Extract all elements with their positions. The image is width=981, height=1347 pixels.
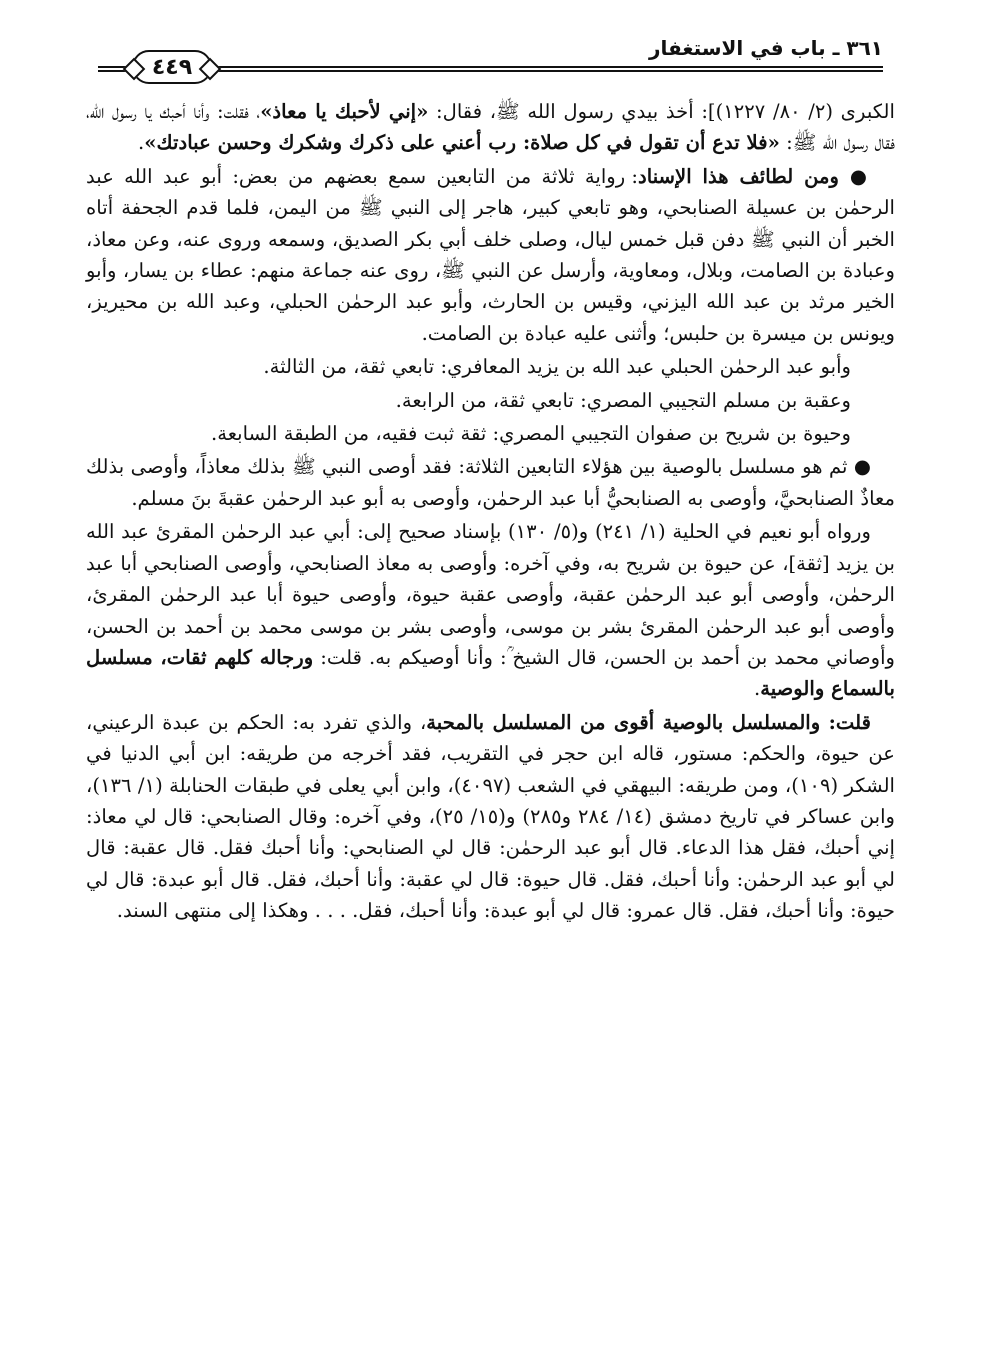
paragraph [86,161,895,349]
text-segment: . [138,131,145,155]
badge-ornament-left-icon [123,58,146,81]
paragraph [86,96,895,159]
header-rule-right [216,66,883,72]
running-title: ٣٦١ ـ باب في الاستغفار [648,36,883,60]
page-header [98,30,883,86]
bold-text-segment: ورجاله كلهم ثقات، مسلسل بالسماع والوصية [86,645,895,701]
bold-text-segment: قلت: والمسلسل بالوصية أقوى من المسلسل بالمحبة [426,710,871,734]
bold-text-segment: ● ومن لطائف هذا الإسناد [638,164,871,188]
paragraph [86,418,895,449]
paragraph [86,516,895,704]
text-segment: الكبرى (٢/ ٨٠/ ١٢٢٧)]: أخذ بيدي رسول الله ﷺ، فقال: [428,100,895,123]
bold-text-segment: «فلا تدع أن تقول في كل صلاة: رب أعني على ذكرك وشكرك وحسن عبادتك» [144,131,780,155]
text-segment: ، والذي تفرد به: الحكم بن عبدة الرعيني، عن حيوة، والحكم: مستور، قاله ابن حجر في التقريب، فقد أخرجه من طريقه: ابن أبي الدنيا في الشكر (١٠٩)، ومن طريقه: البيهقي في الشعب (٤٠٩٧)، وابن أبي يعلى في طبقات الحنابلة (١/ ١٣٦)، وابن عساكر في تاريخ دمشق (١٤/ ٢٨٤ و٢٨٥) و(١٥/ ٢٥)، وفي آخره: وقال الصنابحي: قال لي معاذ: إني أحبك، فقل هذا الدعاء. قال أبو عبد الرحمٰن: قال لي الصنابحي: وأنا أحبك فقل. قال عقبة: قال لي أبو عبد الرحمٰن: وأنا أحبك، فقل. قال حيوة: قال لي عقبة: وأنا أحبك، فقل. قال أبو عبدة: قال لي حيوة: وأنا أحبك، فقل. قال عمرو: قال لي أبو عبدة: وأنا أحبك، فقل. . . . وهكذا إلى منتهى السند. [86,710,896,923]
text-segment: : رواية ثلاثة من التابعين سمع بعضهم من بعض: أبو عبد الله عبد الرحمٰن بن عسيلة الصنابحي، وهو تابعي كبير، هاجر إلى النبي ﷺ من اليمن، فلما قدم الجحفة أتاه الخبر أن النبي ﷺ دفن قبل خمس ليال، وصلى خلف أبي بكر الصديق، وسمعه وروى عنه، وعن معاذ، وعبادة بن الصامت، وبلال، ومعاوية، وأرسل عن النبي ﷺ، روى عنه جماعة منهم: عطاء بن يسار، وأبو الخير مرثد بن عبد الله اليزني، وقيس بن الحارث، وأبو عبد الرحمٰن الحبلي، وعبد الله بن محيريز، ويونس بن ميسرة بن حلبس؛ وأثنى عليه عبادة بن الصامت. [86,164,895,345]
text-segment: وحيوة بن شريح بن صفوان التجيبي المصري: ثقة ثبت فقيه، من الطبقة السابعة. [210,422,851,446]
badge-ornament-right-icon [199,58,222,81]
paragraph [86,351,895,382]
paragraph [86,385,895,416]
page-body [86,96,895,927]
text-segment: ، فقلت: وأنا أحبك يا رسول الله، فقال رسول الله ﷺ: [86,100,895,155]
text-segment: . [754,677,761,701]
text-segment: وعقبة بن مسلم التجيبي المصري: تابعي ثقة، من الرابعة. [395,388,851,412]
page-number: ٤٤٩ [151,54,193,80]
text-segment: وأبو عبد الرحمٰن الحبلي عبد الله بن يزيد المعافري: تابعي ثقة، من الثالثة. [263,355,851,379]
text-segment: ● ثم هو مسلسل بالوصية بين هؤلاء التابعين الثلاثة: فقد أوصى النبي ﷺ بذلك معاذاً، وأوصى بذلك معاذٌ الصنابحيَّ، وأوصى به الصنابحيُّ أبا عبد الرحمٰن، وأوصى به أبو عبد الرحمٰن عقبةَ بنَ مسلم. [86,455,895,510]
bold-text-segment: «إني لأحبك يا معاذ» [260,100,429,123]
page-number-badge [132,50,212,84]
text-segment: ورواه أبو نعيم في الحلية (١/ ٢٤١) و(٥/ ١٣٠) بإسناد صحيح إلى: أبي عبد الرحمٰن المقرئ عبد الله بن يزيد [ثقة]، عن حيوة بن شريح به، وفي آخره: وأوصى به معاذ الصنابحي، وأوصى الصنابحي أبا عبد الرحمٰن، وأوصى أبو عبد الرحمٰن عقبة، وأوصى عقبة حيوة، وأوصى حيوة أبا عبد الرحمٰن المقرئ، وأوصى أبو عبد الرحمٰن المقرئ بشر بن موسى، وأوصى بشر بن موسى محمد بن أحمد بن الحسن، وأوصاني محمد بن أحمد بن الحسن، قال الشيخ ؒ: وأنا أوصيكم به. قلت: [86,520,896,669]
paragraph [86,707,895,927]
paragraph [86,451,895,514]
